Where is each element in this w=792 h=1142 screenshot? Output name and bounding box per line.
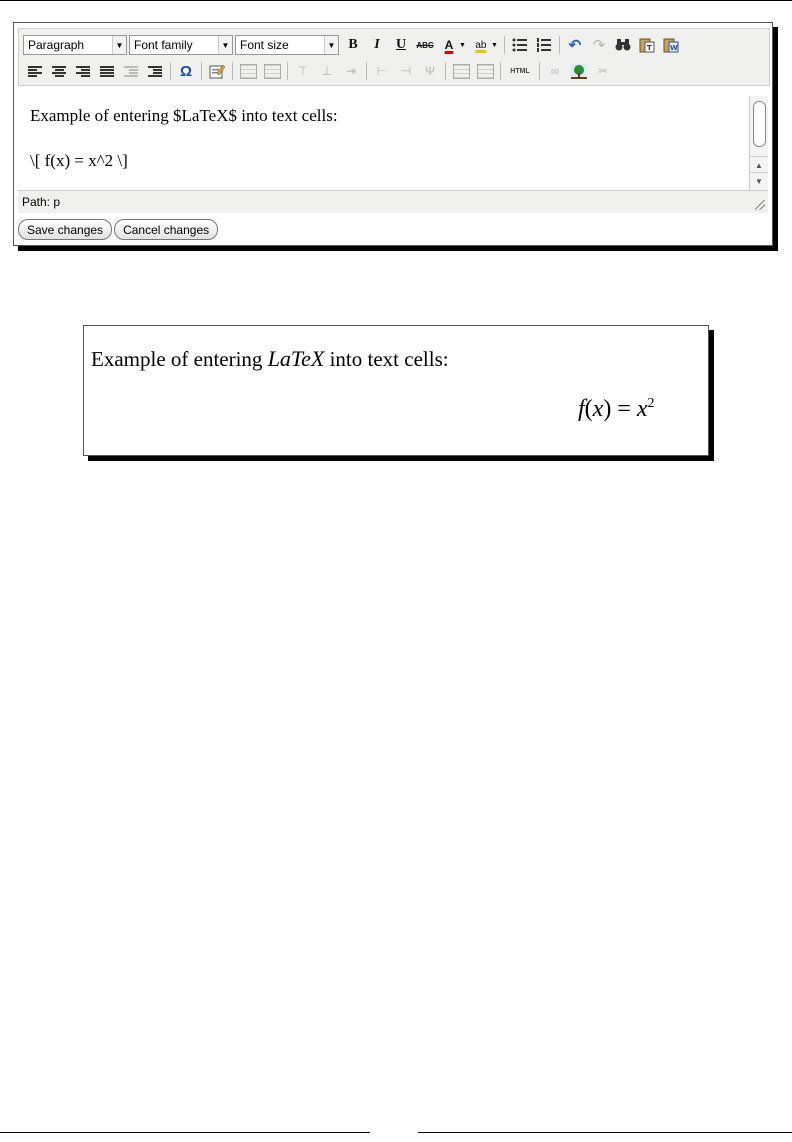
editor-line-text: Example of entering $LaTeX$ into text cells: xyxy=(30,106,338,125)
toolbar-separator xyxy=(287,62,288,80)
rendered-text-line xyxy=(91,346,449,372)
editor-content-area[interactable] xyxy=(18,96,748,190)
math-rparen: ) xyxy=(603,396,612,422)
image-button[interactable] xyxy=(568,60,590,82)
chevron-down-icon: ▼ xyxy=(218,36,232,54)
align-left-button[interactable] xyxy=(24,60,46,82)
insert-col-after-button[interactable] xyxy=(395,60,417,82)
footer-rule-left xyxy=(0,1132,370,1133)
editor-toolbar xyxy=(18,28,770,86)
math-exponent: 2 xyxy=(647,396,655,411)
link-icon: ∞ xyxy=(550,64,560,78)
font-family-value: Font family xyxy=(134,38,193,52)
html-source-button[interactable] xyxy=(505,60,535,82)
align-center-icon xyxy=(52,66,66,77)
toolbar-separator xyxy=(504,36,505,54)
underline-button[interactable]: U xyxy=(395,37,407,52)
insert-row-before-icon: ⊤ xyxy=(297,64,309,78)
horizontal-rule-icon xyxy=(240,64,257,79)
rendered-intro-before: Example of entering xyxy=(91,347,263,371)
toolbar-separator xyxy=(559,36,560,54)
highlight-color-button[interactable]: ab xyxy=(475,39,487,51)
math-function: f xyxy=(578,396,585,422)
paste-text-button[interactable] xyxy=(636,34,658,56)
cancel-changes-button[interactable]: Cancel changes xyxy=(114,219,218,240)
paste-text-icon xyxy=(639,37,655,53)
align-justify-icon xyxy=(100,66,114,77)
paste-word-button[interactable] xyxy=(660,34,682,56)
numbered-list-button[interactable] xyxy=(533,34,555,56)
toolbar-separator xyxy=(500,62,501,80)
svg-text:T: T xyxy=(646,44,652,52)
undo-button[interactable] xyxy=(564,34,586,56)
footer-rule-right xyxy=(418,1132,792,1133)
delete-row-button[interactable] xyxy=(340,60,362,82)
toolbar-row-2 xyxy=(23,59,615,83)
math-equals: = xyxy=(611,396,637,422)
chevron-down-icon: ▼ xyxy=(324,36,338,54)
delete-col-icon: Ψ xyxy=(424,64,436,78)
numbered-list-icon xyxy=(536,38,552,52)
table-props-icon xyxy=(477,64,494,79)
find-button[interactable] xyxy=(612,34,634,56)
align-right-icon xyxy=(76,66,90,77)
toolbar-separator xyxy=(539,62,540,80)
save-changes-button[interactable]: Save changes xyxy=(18,219,112,240)
rendered-equation xyxy=(578,396,655,423)
format-select-value: Paragraph xyxy=(28,38,85,52)
toolbar-separator xyxy=(232,62,233,80)
resize-grip-icon[interactable] xyxy=(755,200,765,210)
svg-text:W: W xyxy=(669,44,678,52)
insert-row-after-icon: ⊥ xyxy=(321,64,333,78)
math-lparen: ( xyxy=(584,396,593,422)
image-icon xyxy=(571,64,587,79)
unlink-button[interactable] xyxy=(592,60,614,82)
chevron-down-icon[interactable]: ▼ xyxy=(459,41,466,49)
table-button[interactable] xyxy=(450,60,472,82)
italic-button[interactable]: I xyxy=(374,37,380,52)
align-center-button[interactable] xyxy=(48,60,70,82)
special-char-button[interactable]: Ω xyxy=(179,62,193,80)
insert-row-after-button[interactable] xyxy=(316,60,338,82)
html-icon: HTML xyxy=(510,67,530,75)
horizontal-rule-button[interactable] xyxy=(237,60,259,82)
align-left-icon xyxy=(28,66,42,77)
element-path: Path: p xyxy=(22,195,61,209)
align-justify-button[interactable] xyxy=(96,60,118,82)
font-size-select[interactable] xyxy=(235,35,339,55)
math-base: x xyxy=(636,396,648,422)
link-button[interactable] xyxy=(544,60,566,82)
scroll-down-arrow-icon[interactable]: ▼ xyxy=(750,172,768,189)
font-color-button[interactable]: A xyxy=(444,38,454,52)
scroll-up-arrow-icon[interactable]: ▲ xyxy=(750,156,768,173)
bold-button[interactable]: B xyxy=(348,37,358,52)
delete-col-button[interactable] xyxy=(419,60,441,82)
edit-latex-button[interactable] xyxy=(206,60,228,82)
binoculars-icon xyxy=(615,38,631,52)
unlink-icon: ✂ xyxy=(597,64,609,78)
align-right-button[interactable] xyxy=(72,60,94,82)
indent-icon xyxy=(148,66,162,77)
editor-line-latex: \[ f(x) = x^2 \] xyxy=(30,151,128,170)
undo-icon: ↶ xyxy=(568,37,582,54)
remove-format-icon xyxy=(264,64,281,79)
editor-scrollbar[interactable] xyxy=(749,96,768,190)
redo-icon: ↷ xyxy=(592,37,606,54)
font-family-select[interactable] xyxy=(129,35,233,55)
insert-col-before-icon: ⊢ xyxy=(376,64,388,78)
bullet-list-button[interactable] xyxy=(509,34,531,56)
table-props-button[interactable] xyxy=(474,60,496,82)
toolbar-separator xyxy=(366,62,367,80)
rich-text-editor xyxy=(13,22,773,246)
redo-button[interactable] xyxy=(588,34,610,56)
rendered-output xyxy=(83,325,709,456)
chevron-down-icon: ▼ xyxy=(112,36,126,54)
toolbar-separator xyxy=(201,62,202,80)
toolbar-row-1 xyxy=(23,33,683,57)
scrollbar-thumb[interactable] xyxy=(753,101,766,147)
strikethrough-button[interactable]: ABC xyxy=(416,40,434,50)
editor-statusbar xyxy=(18,190,768,213)
outdent-button[interactable] xyxy=(120,60,142,82)
insert-col-before-button[interactable] xyxy=(371,60,393,82)
toolbar-separator xyxy=(445,62,446,80)
indent-button[interactable] xyxy=(144,60,166,82)
insert-col-after-icon: ⊣ xyxy=(400,64,412,78)
edit-pencil-icon xyxy=(209,63,225,79)
delete-row-icon: ⇥ xyxy=(345,64,357,78)
rendered-intro-after: into text cells: xyxy=(329,347,449,371)
bullet-list-icon xyxy=(512,38,528,52)
toolbar-separator xyxy=(170,62,171,80)
top-rule xyxy=(0,0,792,1)
paste-word-icon xyxy=(663,37,679,53)
editor-actions xyxy=(18,219,220,240)
insert-row-before-button[interactable] xyxy=(292,60,314,82)
format-select[interactable] xyxy=(23,35,127,55)
font-size-value: Font size xyxy=(240,38,289,52)
chevron-down-icon[interactable]: ▼ xyxy=(490,41,498,49)
table-icon xyxy=(453,64,470,79)
rendered-latex-word: LaTeX xyxy=(267,346,325,371)
math-variable: x xyxy=(592,396,604,422)
remove-format-button[interactable] xyxy=(261,60,283,82)
outdent-icon xyxy=(124,66,138,77)
